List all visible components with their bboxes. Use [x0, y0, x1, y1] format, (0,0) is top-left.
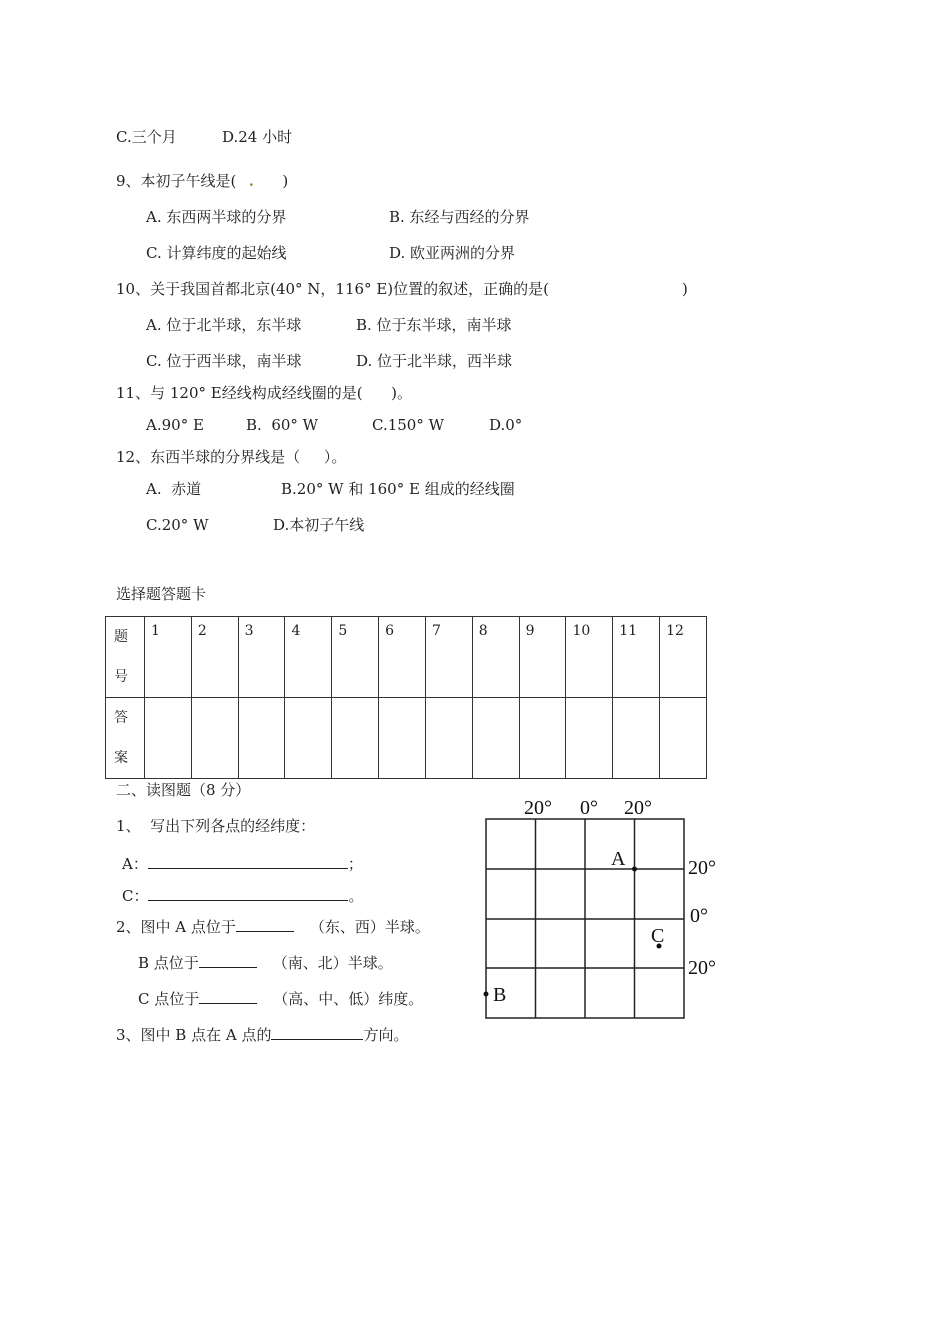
question-11-option-b: B. 60° W [246, 416, 319, 434]
question-10-option-d: D. 位于北半球，西半球 [356, 352, 513, 370]
longitude-label-0: 0° [580, 797, 598, 819]
answer-cell[interactable] [472, 698, 519, 779]
answer-card-number-cell: 8 [472, 617, 519, 698]
section-2-question-2b [138, 951, 393, 973]
question-9-close: ) [282, 172, 289, 190]
point-c-end: 。 [348, 887, 364, 905]
point-c-row [122, 884, 364, 906]
question-10-option-b: B. 位于东半球，南半球 [356, 316, 512, 334]
answer-cell[interactable] [332, 698, 379, 779]
answer-cell[interactable] [660, 698, 707, 779]
answer-cell[interactable] [425, 698, 472, 779]
answer-cell[interactable] [238, 698, 285, 779]
point-a-blank[interactable] [148, 852, 348, 869]
question-12-option-a: A. 赤道 [146, 480, 202, 498]
answer-card-title: 选择题答题卡 [116, 585, 207, 603]
answer-cell[interactable] [145, 698, 192, 779]
point-a-label: A [611, 848, 626, 870]
answer-card-number-cell: 2 [191, 617, 238, 698]
answer-card-number-cell: 3 [238, 617, 285, 698]
question-9-option-c: C. 计算纬度的起始线 [146, 244, 287, 262]
q3-pre: 3、图中 B 点在 A 点的 [116, 1026, 272, 1044]
point-c-label: C [651, 925, 665, 947]
q2b-blank[interactable] [199, 951, 257, 968]
point-b-label: B [493, 984, 507, 1006]
section-2-question-2c [138, 987, 423, 1009]
answer-cell[interactable] [519, 698, 566, 779]
question-11-stem: 11、与 120° E经线构成经线圈的是( )。 [116, 384, 413, 402]
answer-cell[interactable] [566, 698, 613, 779]
section-2-question-1: 1、 写出下列各点的经纬度： [116, 817, 316, 835]
q2c-post: （高、中、低）纬度。 [273, 990, 424, 1008]
point-c-blank[interactable] [148, 884, 348, 901]
section-2-title: 二、读图题（8 分） [116, 781, 251, 799]
point-a-end: ； [347, 855, 363, 873]
grid-lines [486, 819, 684, 1018]
point-a-row [122, 852, 363, 874]
answer-cell[interactable] [285, 698, 332, 779]
point-a-dot [632, 867, 637, 872]
lat-long-grid-map [470, 792, 730, 1027]
question-9-mark: . [248, 172, 255, 190]
question-9-stem: 9、本初子午线是( [116, 172, 237, 190]
question-10-close: ) [682, 280, 688, 298]
latitude-label-0: 0° [690, 905, 708, 927]
answer-cell[interactable] [379, 698, 426, 779]
section-2-question-2a [116, 915, 430, 937]
answer-card-answer-row [106, 698, 707, 779]
question-10-option-a: A. 位于北半球，东半球 [146, 316, 302, 334]
question-12-option-b: B.20° W 和 160° E 组成的经线圈 [281, 480, 515, 498]
answer-card-number-header: 题 号 [106, 617, 145, 698]
q3-post: 方向。 [363, 1026, 409, 1044]
option-d-prev: D.24 小时 [222, 128, 293, 146]
question-9-option-b: B. 东经与西经的分界 [389, 208, 530, 226]
answer-card-number-row [106, 617, 707, 698]
answer-card-table [105, 616, 707, 779]
question-12-option-c: C.20° W [146, 516, 209, 534]
answer-card-number-cell: 7 [425, 617, 472, 698]
question-10-stem: 10、关于我国首都北京(40° N，116° E)位置的叙述，正确的是( [116, 280, 549, 298]
longitude-label-20-east: 20° [624, 797, 652, 819]
answer-card-number-cell: 5 [332, 617, 379, 698]
question-9-option-a: A. 东西两半球的分界 [146, 208, 287, 226]
longitude-label-20-west: 20° [524, 797, 552, 819]
latitude-label-20-north: 20° [688, 857, 716, 879]
point-a-label: A： [122, 855, 148, 873]
q2a-post: （东、西）半球。 [309, 918, 430, 936]
question-9-option-d: D. 欧亚两洲的分界 [389, 244, 516, 262]
question-11-option-a: A.90° E [146, 416, 204, 434]
question-12-stem: 12、东西半球的分界线是（ ）。 [116, 448, 347, 466]
answer-card-number-cell: 12 [660, 617, 707, 698]
answer-card-number-cell: 4 [285, 617, 332, 698]
q2b-post: （南、北）半球。 [272, 954, 393, 972]
question-10-option-c: C. 位于西半球，南半球 [146, 352, 302, 370]
q2c-pre: C 点位于 [138, 990, 200, 1008]
answer-card-answer-header: 答 案 [106, 698, 145, 779]
answer-card-number-cell: 1 [145, 617, 192, 698]
point-c-label: C： [122, 887, 149, 905]
section-2-question-3 [116, 1023, 409, 1045]
answer-card-number-cell: 9 [519, 617, 566, 698]
q2a-pre: 2、图中 A 点位于 [116, 918, 236, 936]
point-b-dot [484, 992, 489, 997]
q3-blank[interactable] [271, 1023, 363, 1040]
question-11-option-c: C.150° W [372, 416, 445, 434]
answer-card-number-cell: 10 [566, 617, 613, 698]
question-12-option-d: D.本初子午线 [273, 516, 365, 534]
option-c-prev: C.三个月 [116, 128, 177, 146]
question-11-option-d: D.0° [489, 416, 523, 434]
answer-card-number-cell: 11 [613, 617, 660, 698]
latitude-label-20-south: 20° [688, 957, 716, 979]
q2c-blank[interactable] [199, 987, 257, 1004]
answer-cell[interactable] [191, 698, 238, 779]
q2b-pre: B 点位于 [138, 954, 199, 972]
question-9 [116, 171, 288, 191]
q2a-blank[interactable] [236, 915, 294, 932]
answer-cell[interactable] [613, 698, 660, 779]
answer-card-number-cell: 6 [379, 617, 426, 698]
